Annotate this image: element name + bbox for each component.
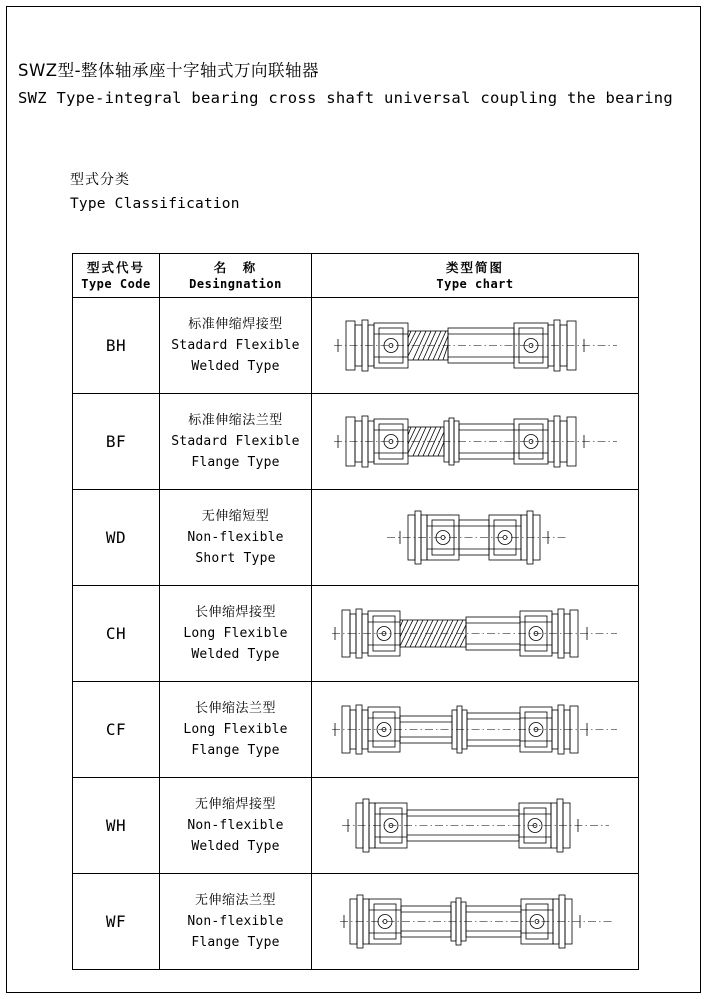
section-heading-cn: 型式分类 [70,172,130,188]
header-type-chart-en: Type chart [436,277,514,291]
type-code-value: CF [105,720,127,739]
coupling-ch-diagram [312,586,639,681]
cell-designation [160,778,312,874]
cell-type-chart [312,586,639,682]
table-header-row [73,254,639,298]
cell-type-chart [312,874,639,970]
page-title-en: SWZ Type-integral bearing cross shaft universal coupling the bearing [18,89,673,107]
coupling-bf-diagram [312,394,639,489]
coupling-wh-diagram [312,778,639,873]
designation-cn: 长伸缩法兰型 [194,700,276,716]
coupling-wf-diagram [312,874,639,969]
cell-designation [160,490,312,586]
table-row [73,778,639,874]
designation-cn: 长伸缩焊接型 [194,604,276,620]
cell-type-code [73,298,160,394]
designation-en-line2: Flange Type [191,934,280,950]
designation-en-line1: Non-flexible [187,529,284,545]
designation-en-line1: Non-flexible [187,817,284,833]
designation-en-line2: Flange Type [191,454,280,470]
table-row [73,874,639,970]
designation-en-line2: Welded Type [191,838,280,854]
type-code-value: WD [105,528,127,547]
designation-en-line2: Flange Type [191,742,280,758]
designation-en-line1: Long Flexible [183,721,288,737]
designation-cn: 无伸缩焊接型 [194,796,276,812]
designation-en-line1: Stadard Flexible [171,337,300,353]
cell-type-code [73,874,160,970]
cell-type-chart [312,778,639,874]
designation-en-line2: Welded Type [191,358,280,374]
type-code-value: WF [105,912,127,931]
designation-en-line1: Long Flexible [183,625,288,641]
designation-cn: 无伸缩短型 [201,508,270,524]
cell-designation [160,874,312,970]
header-type-chart-cn: 类型简图 [445,260,504,275]
designation-en-line1: Stadard Flexible [171,433,300,449]
cell-type-code [73,586,160,682]
cell-type-chart [312,298,639,394]
cell-type-chart [312,682,639,778]
header-designation-en: Desingnation [189,277,282,291]
cell-type-chart [312,490,639,586]
designation-en-line2: Welded Type [191,646,280,662]
type-code-value: BF [105,432,127,451]
cell-type-code [73,490,160,586]
table-row [73,490,639,586]
designation-cn: 无伸缩法兰型 [194,892,276,908]
coupling-wd-diagram [312,490,639,585]
table-row [73,586,639,682]
header-type-code-cn: 型式代号 [86,260,145,275]
cell-designation [160,586,312,682]
table-row [73,394,639,490]
type-code-value: CH [105,624,127,643]
section-heading-en: Type Classification [70,196,240,212]
header-designation [160,254,312,298]
designation-cn: 标准伸缩焊接型 [188,316,283,332]
designation-en-line2: Short Type [195,550,276,566]
cell-type-code [73,682,160,778]
cell-designation [160,394,312,490]
cell-type-code [73,778,160,874]
page-title-cn: SWZ型-整体轴承座十字轴式万向联轴器 [18,61,320,80]
coupling-bh-diagram [312,298,639,393]
section-heading [70,168,240,216]
document-title [18,58,688,112]
designation-cn: 标准伸缩法兰型 [188,412,283,428]
header-type-chart [312,254,639,298]
header-type-code-en: Type Code [81,277,151,291]
table-row [73,298,639,394]
type-classification-table [72,253,639,970]
header-type-code [73,254,160,298]
type-code-value: BH [105,336,127,355]
cell-type-code [73,394,160,490]
cell-designation [160,682,312,778]
header-designation-cn: 名 称 [213,260,258,275]
cell-type-chart [312,394,639,490]
table-row [73,682,639,778]
cell-designation [160,298,312,394]
coupling-cf-diagram [312,682,639,777]
type-code-value: WH [105,816,127,835]
designation-en-line1: Non-flexible [187,913,284,929]
